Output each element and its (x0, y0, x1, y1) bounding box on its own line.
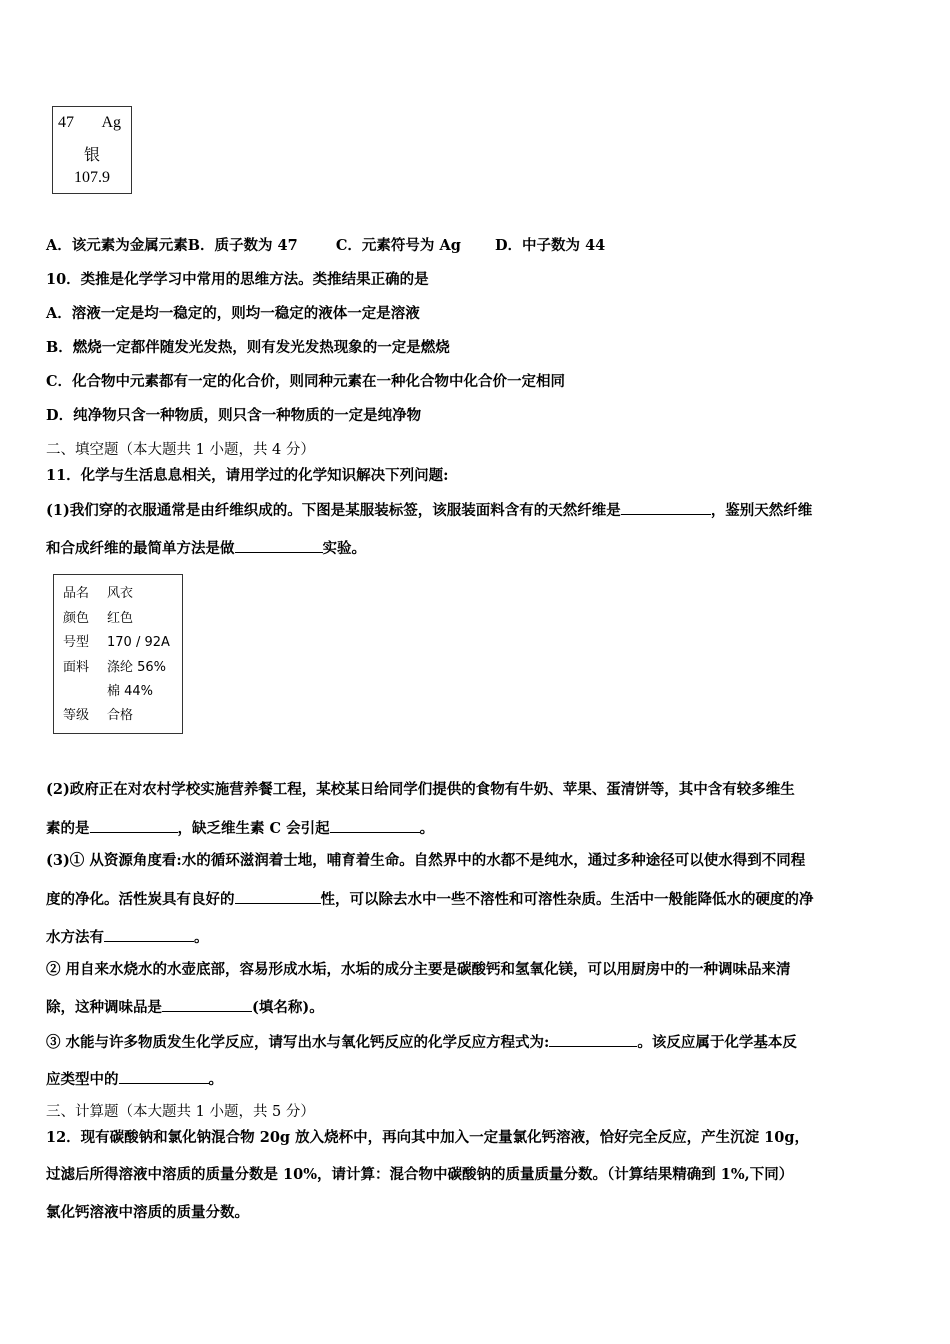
element-name: 银 (83, 147, 100, 164)
q12-line3: 氯化钙溶液中溶质的质量分数。 (46, 1204, 249, 1221)
q9-option-c: C．元素符号为 Ag (335, 237, 461, 254)
answer-blank[interactable] (104, 927, 194, 942)
q11-part5-line1: ③ 水能与许多物质发生化学反应，请写出水与氧化钙反应的化学反应方程式为: 。该反应属于化学基本反 (46, 1034, 797, 1051)
answer-blank[interactable] (119, 1069, 209, 1084)
q10-option-b: B．燃烧一定都伴随发光发热，则有发光发热现象的一定是燃烧 (46, 339, 450, 356)
q12-line2: 过滤后所得溶液中溶质的质量分数是 10%，请计算：混合物中碳酸钠的质量质量分数。（计算结果精确到 1%,下同） (46, 1166, 794, 1183)
q9-option-d: D．中子数为 44 (494, 237, 606, 254)
q10-stem: 10．类推是化学学习中常用的思维方法。类推结果正确的是 (46, 271, 429, 288)
label-row: 棉 44% (107, 684, 154, 699)
q9-option-b: B．质子数为 47 (187, 237, 298, 254)
q9-options (46, 236, 605, 256)
answer-blank[interactable] (90, 818, 178, 833)
q9-option-a: A．该元素为金属元素 (46, 237, 188, 254)
label-row: 等级 合格 (63, 708, 134, 723)
q10-option-c: C．化合物中元素都有一定的化合价，则同种元素在一种化合物中化合价一定相同 (46, 373, 566, 390)
q11-part3-line1: (3)① 从资源角度看:水的循环滋润着士地，哺育着生命。自然界中的水都不是纯水，通过多种途径可以使水得到不同程 (46, 852, 806, 869)
answer-blank[interactable] (235, 538, 323, 553)
q11-part3-line3: 水方法有 。 (46, 929, 209, 946)
q11-stem: 11．化学与生活息息相关，请用学过的化学知识解决下列问题: (46, 467, 449, 484)
label-row: 面料 涤纶 56% (63, 660, 167, 675)
label-row: 颜色 红色 (63, 611, 134, 626)
answer-blank[interactable] (621, 500, 711, 515)
q11-part3-line2: 度的净化。活性炭具有良好的 性，可以除去水中一些不溶性和可溶性杂质。生活中一般能降低水的硬度的净 (46, 891, 814, 908)
clothing-label (53, 574, 183, 734)
q11-part5-line2: 应类型中的 。 (46, 1071, 223, 1088)
answer-blank[interactable] (162, 997, 252, 1012)
answer-blank[interactable] (549, 1032, 637, 1047)
element-cell (52, 106, 132, 194)
label-row: 品名 风衣 (63, 586, 134, 601)
answer-blank[interactable] (330, 818, 420, 833)
element-symbol: Ag (101, 114, 121, 131)
section-heading-fill: 二、填空题（本大题共 1 小题，共 4 分） (46, 442, 315, 458)
q11-part1-line1: (1)我们穿的衣服通常是由纤维织成的。下图是某服装标签，该服装面料含有的天然纤维是 ，鉴别天然纤维 (46, 502, 813, 519)
section-heading-calc: 三、计算题（本大题共 1 小题，共 5 分） (46, 1104, 315, 1120)
label-row: 号型 170 / 92A (63, 635, 170, 650)
atomic-mass: 107.9 (74, 169, 110, 186)
q12-line1: 12．现有碳酸钠和氯化钠混合物 20g 放入烧杯中，再向其中加入一定量氯化钙溶液，恰好完全反应，产生沉淀 10g， (46, 1129, 809, 1146)
q11-part4-line2: 除，这种调味品是 (填名称)。 (46, 999, 324, 1016)
q11-part2-line1: (2)政府正在对农村学校实施营养餐工程，某校某日给同学们提供的食物有牛奶、苹果、蛋清饼等，其中含有较多维生 (46, 781, 795, 798)
atomic-number: 47 (58, 114, 74, 131)
q10-option-a: A．溶液一定是均一稳定的，则均一稳定的液体一定是溶液 (46, 305, 420, 322)
q11-part4-line1: ② 用自来水烧水的水壶底部，容易形成水垢，水垢的成分主要是碳酸钙和氢氧化镁，可以用厨房中的一种调味品来清 (46, 961, 791, 978)
q11-part2-line2: 素的是 ，缺乏维生素 C 会引起 。 (46, 820, 435, 837)
answer-blank[interactable] (235, 889, 321, 904)
q11-part1-line2: 和合成纤维的最简单方法是做 实验。 (46, 540, 366, 557)
q10-option-d: D．纯净物只含一种物质，则只含一种物质的一定是纯净物 (46, 407, 422, 424)
